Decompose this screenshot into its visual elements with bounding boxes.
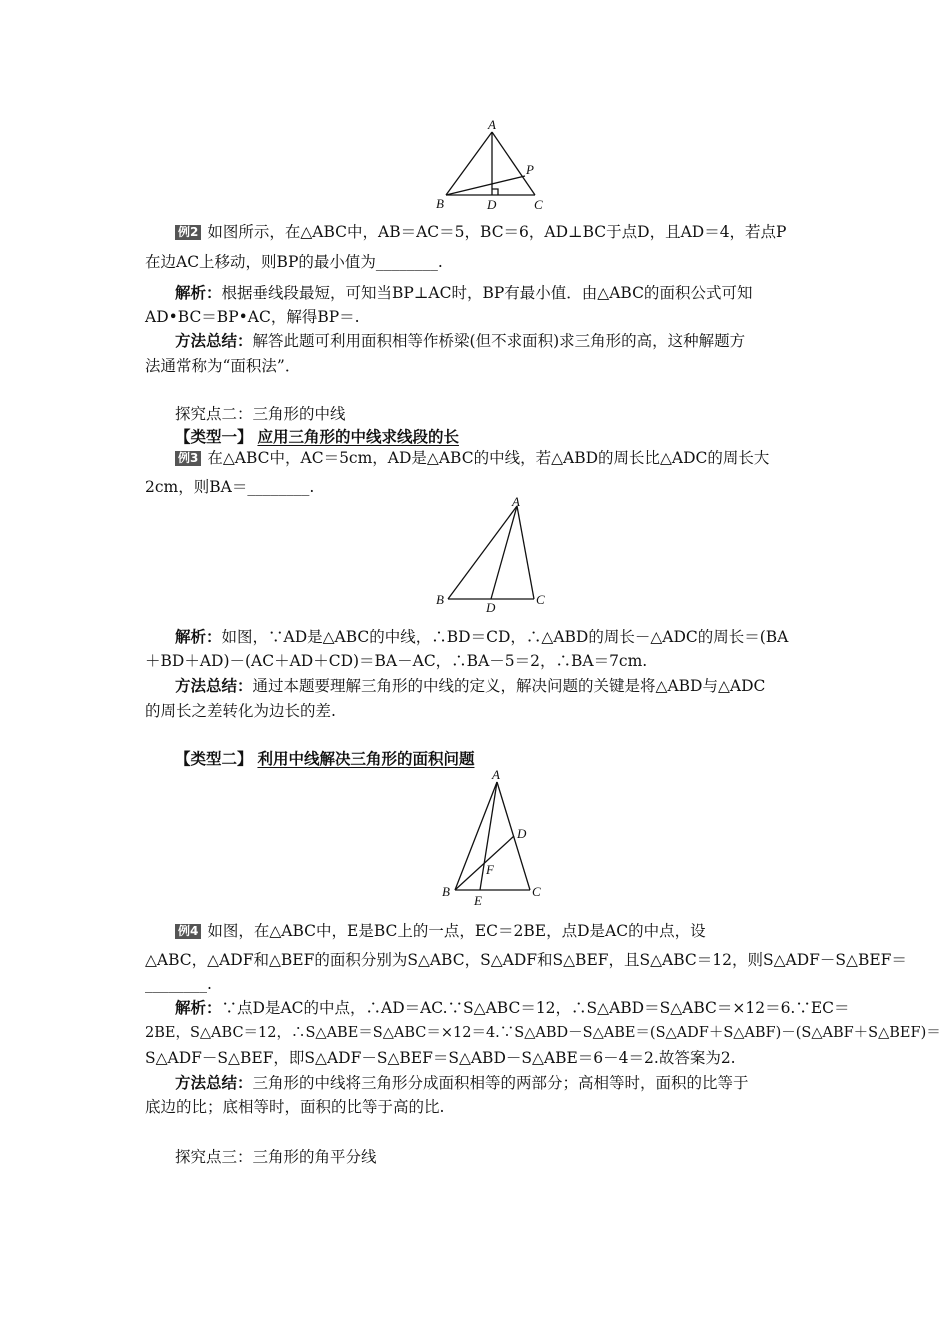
example2-line1: 例2 如图所示，在△ABC中，AB＝AC＝5，BC＝6，AD⊥BC于点D，且AD＝4，若点P bbox=[175, 220, 810, 244]
example3-method2: 的周长之差转化为边长的差. bbox=[145, 702, 336, 720]
label-f: F bbox=[486, 862, 494, 877]
label-b: B bbox=[442, 884, 450, 899]
example4-method2: 底边的比；底相等时，面积的比等于高的比. bbox=[145, 1098, 445, 1116]
label-d: D bbox=[486, 600, 496, 614]
example4-analysis1: 解析：∵点D是AC的中点，∴AD＝AC.∵S△ABC＝12，∴S△ABD＝S△ABC＝×12＝6.∵EC＝ bbox=[175, 998, 850, 1017]
label-b: B bbox=[436, 592, 444, 607]
label-b: B bbox=[436, 196, 444, 211]
example4-line2: △ABC，△ADF和△BEF的面积分别为S△ABC，S△ADF和S△BEF，且S△ABC＝12，则S△ADF－S△BEF＝ bbox=[145, 951, 907, 969]
example2-badge: 例2 bbox=[175, 225, 201, 240]
example4-method1: 方法总结：三角形的中线将三角形分成面积相等的两部分；高相等时，面积的比等于 bbox=[175, 1073, 749, 1092]
example4-line3: ________. bbox=[145, 975, 212, 993]
figure-triangle-abc-median bbox=[430, 494, 555, 614]
example4-analysis2: 2BE，S△ABC＝12，∴S△ABE＝S△ABC＝×12＝4.∵S△ABD－S△ABE＝(S△ADF＋S△ABF)－(S△ABF＋S△BEF)＝ bbox=[145, 1025, 941, 1041]
example3-analysis2: ＋BD＋AD)－(AC＋AD＋CD)＝BA－AC，∴BA－5＝2，∴BA＝7cm. bbox=[145, 652, 648, 670]
example2-analysis2: AD•BC＝BP•AC，解得BP＝. bbox=[145, 308, 360, 326]
label-d: D bbox=[487, 197, 497, 212]
label-a: A bbox=[488, 118, 496, 132]
type2-heading: 【类型二】 利用中线解决三角形的面积问题 bbox=[175, 749, 475, 768]
example3-analysis1: 解析：如图，∵AD是△ABC的中线，∴BD＝CD，∴△ABD的周长－△ADC的周长＝(BA bbox=[175, 627, 789, 646]
example2-method1: 方法总结：解答此题可利用面积相等作桥梁(但不求面积)求三角形的高，这种解题方 bbox=[175, 331, 746, 350]
label-c: C bbox=[532, 884, 541, 899]
example2-analysis1: 解析：根据垂线段最短，可知当BP⊥AC时，BP有最小值．由△ABC的面积公式可知 bbox=[175, 283, 753, 302]
side-ac bbox=[517, 506, 534, 599]
label-a: A bbox=[492, 768, 500, 782]
figure-triangle-abc-altitude bbox=[430, 118, 550, 213]
example3-badge: 例3 bbox=[175, 451, 201, 466]
label-c: C bbox=[536, 592, 545, 607]
label-c: C bbox=[534, 197, 543, 212]
section-heading-bisector: 探究点三：三角形的角平分线 bbox=[175, 1148, 377, 1166]
example2-line2: 在边AC上移动，则BP的最小值为________. bbox=[145, 253, 443, 271]
example4-line1: 例4 如图，在△ABC中，E是BC上的一点，EC＝2BE，点D是AC的中点，设 bbox=[175, 919, 810, 943]
segment-bd bbox=[455, 836, 514, 890]
label-a: A bbox=[512, 494, 520, 509]
label-p: P bbox=[526, 162, 534, 177]
section-heading-median: 探究点二：三角形的中线 bbox=[175, 405, 346, 423]
figure-triangle-abc-area bbox=[435, 768, 550, 908]
median-ad bbox=[491, 506, 517, 599]
label-e: E bbox=[474, 893, 482, 908]
example4-analysis3: S△ADF－S△BEF，即S△ADF－S△BEF＝S△ABD－S△ABE＝6－4＝2.故答案为2. bbox=[145, 1049, 736, 1067]
example3-line1: 例3 在△ABC中，AC＝5cm，AD是△ABC的中线，若△ABD的周长比△ADC的周长大 bbox=[175, 446, 810, 470]
side-ab bbox=[448, 506, 517, 599]
example2-method2: 法通常称为“面积法”． bbox=[145, 357, 301, 375]
label-d: D bbox=[517, 826, 527, 841]
right-angle-mark bbox=[492, 189, 498, 195]
type1-heading: 【类型一】 应用三角形的中线求线段的长 bbox=[175, 427, 459, 446]
example3-line2: 2cm，则BA＝________. bbox=[145, 478, 315, 496]
example4-badge: 例4 bbox=[175, 924, 201, 939]
example3-method1: 方法总结：通过本题要理解三角形的中线的定义，解决问题的关键是将△ABD与△ADC bbox=[175, 676, 766, 695]
